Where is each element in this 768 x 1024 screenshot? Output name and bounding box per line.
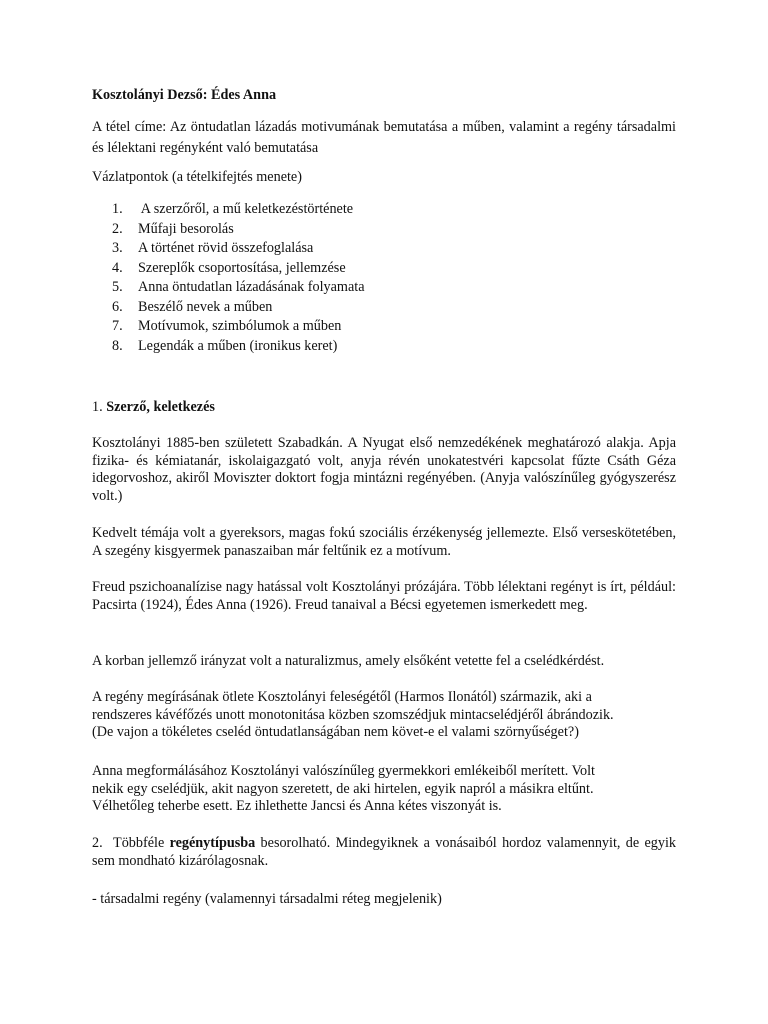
outline-item-number: 7. xyxy=(112,318,123,334)
section-2-text-pre: Többféle xyxy=(113,835,170,851)
outline-item xyxy=(112,278,365,298)
section-2-number: 2. xyxy=(92,835,114,851)
outline-item xyxy=(112,200,365,220)
section-1-heading xyxy=(92,399,676,417)
thesis-statement: A tétel címe: Az öntudatlan lázadás motivumának bemutatása a műben, valamint a regény társadalmi és lélektani regényként való bemutatása xyxy=(92,119,676,156)
outline-item xyxy=(112,298,365,318)
outline-item-number: 3. xyxy=(112,240,123,256)
outline-list xyxy=(112,200,365,356)
text-line: Vélhetőleg teherbe esett. Ez ihlethette Jancsi és Anna kétes viszonyát is. xyxy=(92,798,502,814)
outline-item-text: Anna öntudatlan lázadásának folyamata xyxy=(138,279,365,295)
outline-item-number: 6. xyxy=(112,298,123,315)
outline-item xyxy=(112,317,365,337)
outline-item-text: Beszélő nevek a műben xyxy=(138,298,273,315)
section-1-number: 1. xyxy=(92,399,107,415)
outline-item-text: Motívumok, szimbólumok a műben xyxy=(138,318,342,334)
section-2-keyword: regénytípusba xyxy=(169,835,256,851)
paragraph-freud: Freud pszichoanalízise nagy hatással volt Kosztolányi prózájára. Több lélektani regényt is írt, például: Pacsirta (1924), Édes Anna (1926). Freud tanaival a Bécsi egyetemen ismerkedett meg. xyxy=(92,579,676,613)
paragraph-naturalism: A korban jellemző irányzat volt a naturalizmus, amely elsőként vetette fel a cselédkérdést. xyxy=(92,653,605,669)
text-line: rendszeres kávéfőzés unott monotonitása közben szomszédjuk mintacselédjéről ábrándozik. xyxy=(92,706,614,723)
paragraph-biography: Kosztolányi 1885-ben született Szabadkán. A Nyugat első nemzedékének meghatározó alakja. Apja fizika- és kémiatanár, iskolaigazgató volt, anyja révén unokatestvéri kapcsolat fűzte Csáth Géza idegorvoshoz, akiről Moviszter doktort fogja mintázni regényében. (Anyja valószínűleg gyógyszerész volt.) xyxy=(92,435,676,504)
section-2-paragraph xyxy=(92,835,676,870)
outline-item xyxy=(112,239,365,259)
document-title: Kosztolányi Dezső: Édes Anna xyxy=(92,87,277,103)
section-2-text-post: besorolható. Mindegyiknek a vonásaiból hordoz valamennyit, de egyik sem mondható kizárólagosnak. xyxy=(92,835,677,869)
paragraph-origin xyxy=(92,689,676,742)
outline-item-number: 2. xyxy=(112,220,123,237)
paragraph-childhood xyxy=(92,763,676,816)
outline-item-text: A szerzőről, a mű keletkezéstörténete xyxy=(138,201,354,217)
section-1-title: Szerző, keletkezés xyxy=(106,399,215,415)
outline-item xyxy=(112,337,365,357)
text-line: (De vajon a tökéletes cseléd öntudatlanságában nem követ-e el valami szörnyűséget?) xyxy=(92,724,579,740)
outline-item xyxy=(112,220,365,240)
text-line: A regény megírásának ötlete Kosztolányi feleségétől (Harmos Ilonától) származik, aki a xyxy=(92,689,592,705)
outline-item-text: Legendák a műben (ironikus keret) xyxy=(138,337,338,354)
outline-item xyxy=(112,259,365,279)
text-line: nekik egy cselédjük, akit nagyon szeretett, de aki hirtelen, egyik napról a másikra eltűnt. xyxy=(92,780,594,797)
paragraph-themes: Kedvelt témája volt a gyereksors, magas fokú szociális érzékenység jellemezte. Első verseskötetében, A szegény kisgyermek panaszaiban már feltűnik ez a motívum. xyxy=(92,525,676,559)
outline-heading: Vázlatpontok (a tételkifejtés menete) xyxy=(92,169,302,185)
text-line: Anna megformálásához Kosztolányi valószínűleg gyermekkori emlékeiből merített. Volt xyxy=(92,763,595,779)
bullet-social-novel: - társadalmi regény (valamennyi társadalmi réteg megjelenik) xyxy=(92,891,442,907)
outline-item-number: 8. xyxy=(112,337,123,354)
outline-item-text: Szereplők csoportosítása, jellemzése xyxy=(138,259,346,276)
outline-item-text: A történet rövid összefoglalása xyxy=(138,240,314,256)
outline-item-text: Műfaji besorolás xyxy=(138,220,234,237)
outline-item-number: 4. xyxy=(112,259,123,276)
outline-item-number: 5. xyxy=(112,279,123,295)
outline-item-number: 1. xyxy=(112,201,123,217)
